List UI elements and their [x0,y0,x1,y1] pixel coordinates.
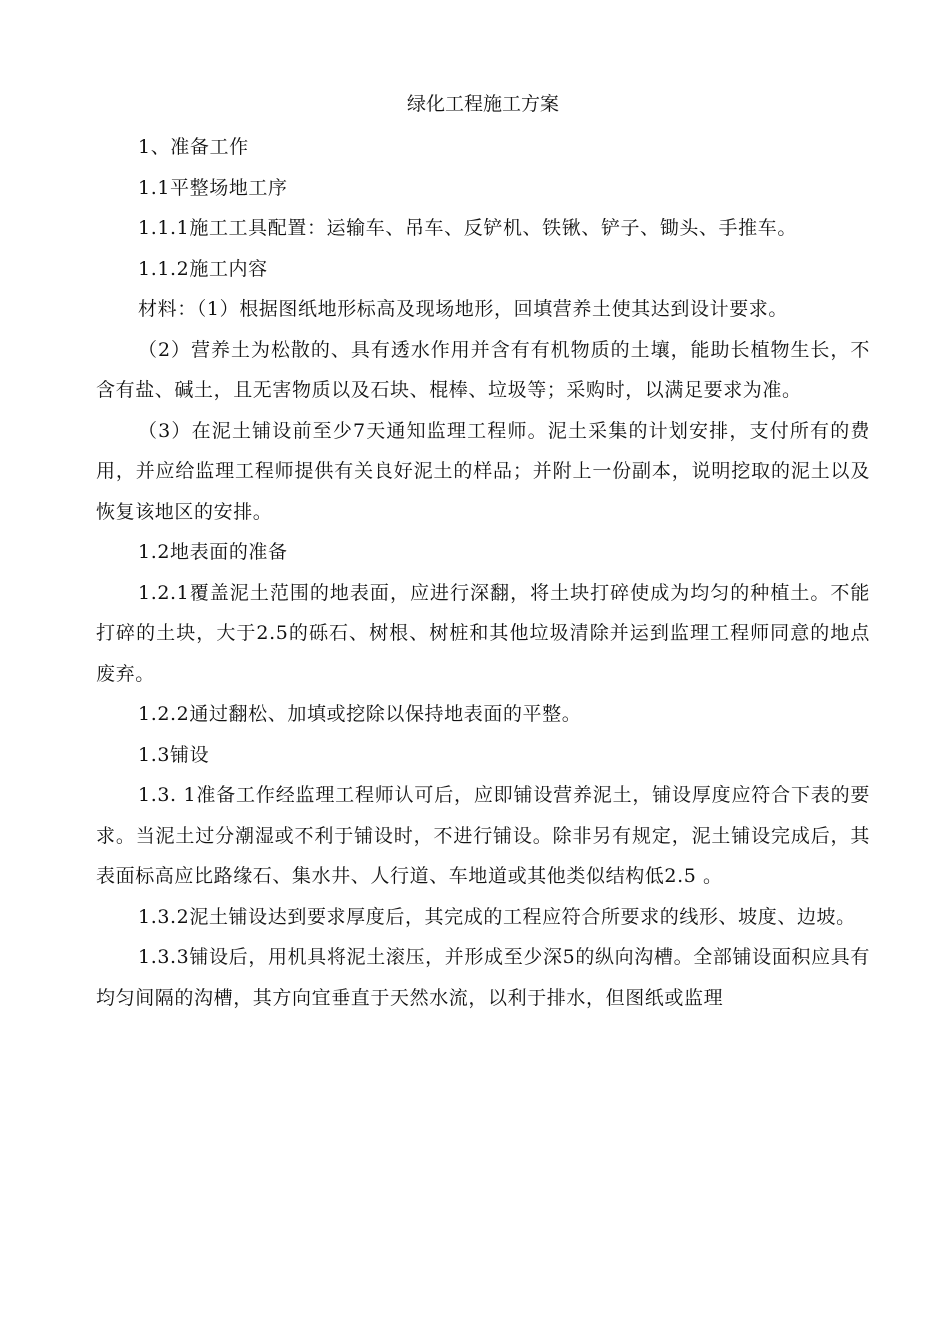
heading-laying: 1.3铺设 [138,743,210,766]
heading-site-leveling: 1.1平整场地工序 [138,176,288,199]
paragraph-laying-2: 1.3.2泥土铺设达到要求厚度后，其完成的工程应符合所要求的线形、坡度、边坡。 [138,905,856,928]
paragraph-laying-3: 1.3.3铺设后，用机具将泥土滚压，并形成至少深5的纵向沟槽。全部铺设面积应具有均匀间隔的沟槽，其方向宜垂直于天然水流，以利于排水，但图纸或监理 [96,946,870,1009]
document-page [96,88,870,1018]
paragraph-surface-1: 1.2.1覆盖泥土范围的地表面，应进行深翻，将土块打碎使成为均匀的种植土。不能打碎的土块，大于2.5的砾石、树根、树桩和其他垃圾清除并运到监理工程师同意的地点废弃。 [96,581,870,685]
heading-preparation: 1、准备工作 [138,136,249,158]
paragraph-materials-1: 材料：（1）根据图纸地形标高及现场地形，回填营养土使其达到设计要求。 [138,298,788,320]
paragraph-laying-1: 1.3. 1准备工作经监理工程师认可后，应即铺设营养泥土，铺设厚度应符合下表的要求。当泥土过分潮湿或不利于铺设时，不进行铺设。除非另有规定，泥土铺设完成后，其表面标高应比路缘石、集水井、人行道、车地道或其他类似结构低2.5 。 [96,784,870,887]
heading-construction-content: 1.1.2施工内容 [138,257,268,280]
paragraph-tools: 1.1.1施工工具配置：运输车、吊车、反铲机、铁锹、铲子、锄头、手推车。 [138,217,797,239]
paragraph-materials-3: （3）在泥土铺设前至少7天通知监理工程师。泥土采集的计划安排，支付所有的费用，并应给监理工程师提供有关良好泥土的样品；并附上一份副本，说明挖取的泥土以及恢复该地区的安排。 [96,419,870,523]
document-title: 绿化工程施工方案 [406,93,559,115]
heading-surface-preparation: 1.2地表面的准备 [138,541,288,563]
paragraph-surface-2: 1.2.2通过翻松、加填或挖除以保持地表面的平整。 [138,703,582,725]
paragraph-materials-2: （2）营养土为松散的、具有透水作用并含有有机物质的土壤，能助长植物生长，不含有盐、碱土，且无害物质以及石块、棍棒、垃圾等；采购时，以满足要求为准。 [96,338,870,401]
